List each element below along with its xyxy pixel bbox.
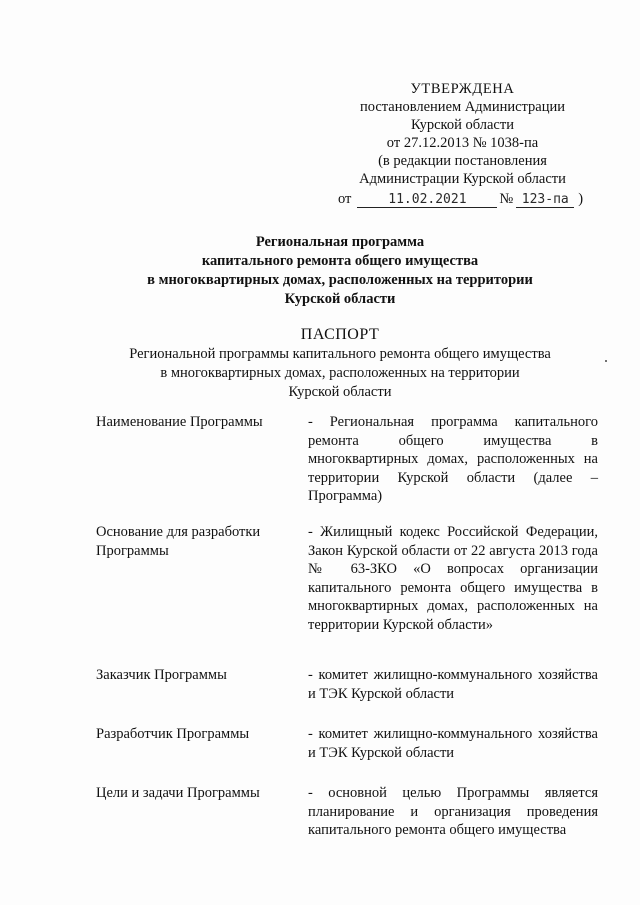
program-title-line-4: Курской области bbox=[284, 291, 396, 307]
passport-line-1: Региональной программы капитального ремонта общего имущества bbox=[129, 346, 551, 362]
approval-heading: УТВЕРЖДЕНА bbox=[410, 81, 515, 97]
row-value: - основной целью Программы является планирование и организация проведения капитального ремонта общего имущества bbox=[308, 785, 598, 838]
row-value: - комитет жилищно-коммунального хозяйства и ТЭК Курской области bbox=[308, 726, 598, 761]
program-title-line-1: Региональная программа bbox=[255, 234, 425, 250]
program-title-line-3: в многоквартирных домах, расположенных на территории bbox=[147, 272, 533, 288]
row-value: - Региональная программа капитального ремонта общего имущества в многоквартирных домах, расположенных на территории Курской области (далее – Программа) bbox=[308, 414, 598, 504]
approval-date-number-line bbox=[338, 190, 595, 208]
program-title-line-2: капитального ремонта общего имущества bbox=[201, 253, 479, 269]
passport-line-3: Курской области bbox=[288, 384, 392, 400]
approval-number-sign: № bbox=[499, 191, 514, 207]
row-label: Основание для разработки Программы bbox=[96, 524, 261, 559]
approval-stamp-block bbox=[330, 80, 595, 208]
scan-speck bbox=[605, 360, 607, 362]
approval-line-5: Администрации Курской области bbox=[359, 171, 566, 187]
row-label: Заказчик Программы bbox=[96, 667, 227, 683]
program-title bbox=[80, 233, 600, 309]
row-value: - Жилищный кодекс Российской Федерации, Закон Курской области от 22 августа 2013 года № 63-ЗКО «О вопросах организации капитального ремонта общего имущества в многоквартирных домах, расположенных на территории Курской области» bbox=[308, 524, 598, 633]
approval-line-3: от 27.12.2013 № 1038-па bbox=[386, 135, 539, 151]
approval-close-paren: ) bbox=[578, 191, 584, 207]
passport-heading: ПАСПОРТ bbox=[300, 326, 380, 343]
row-label: Разработчик Программы bbox=[96, 726, 250, 742]
row-label: Цели и задачи Программы bbox=[96, 785, 260, 801]
approval-line-4: (в редакции постановления bbox=[378, 153, 547, 169]
passport-line-2: в многоквартирных домах, расположенных на территории bbox=[160, 365, 520, 381]
approval-line-2: Курской области bbox=[411, 117, 514, 133]
approval-line-1: постановлением Администрации bbox=[359, 99, 566, 115]
row-label: Наименование Программы bbox=[96, 414, 263, 430]
approval-number-field: 123-па bbox=[516, 192, 574, 208]
approval-date-field: 11.02.2021 bbox=[357, 192, 497, 208]
passport-heading-block bbox=[80, 325, 600, 402]
approval-from-label: от bbox=[338, 191, 352, 207]
row-value: - комитет жилищно-коммунального хозяйства и ТЭК Курской области bbox=[308, 667, 598, 702]
